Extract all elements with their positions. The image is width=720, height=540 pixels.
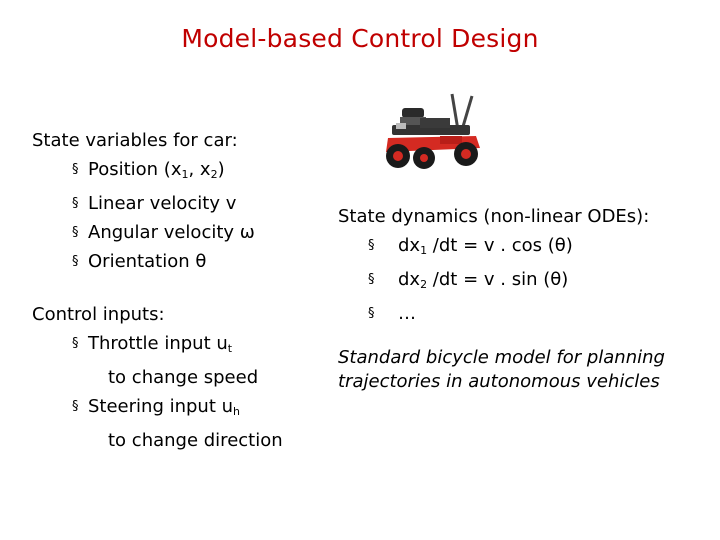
bullet-icon: § [72,399,79,414]
bullet-icon: § [72,196,79,211]
state-variable-item: § Orientation θ [32,247,255,276]
control-inputs-heading: Control inputs: [32,304,165,325]
state-dynamics-item: § $dx_2$ /dt = v . sin (θ) [338,265,649,299]
control-input-item: § Steering input $u_h$ [32,392,283,426]
state-dynamics-section [338,202,649,328]
control-inputs-section [32,300,283,455]
state-variable-item: § Position ($x_1$, $x_2$) [32,155,255,189]
bullet-icon: § [72,336,79,351]
bicycle-model-note: Standard bicycle model for planning trajectories in autonomous vehicles [338,347,665,392]
bullet-icon: § [72,254,79,269]
bullet-icon: § [72,225,79,240]
slide-title: Model-based Control Design [181,24,539,53]
state-dynamics-item: § $dx_1$ /dt = v . cos (θ) [338,231,649,265]
state-dynamics-heading: State dynamics (non-linear ODEs): [338,206,650,227]
state-variables-section [32,126,255,276]
robot-car-icon [380,90,490,175]
control-input-description: to change speed [108,367,259,388]
state-variable-item: § Linear velocity v [32,189,255,218]
bullet-icon: § [368,272,375,287]
state-dynamics-item: § … [338,299,649,328]
bullet-icon: § [368,306,375,321]
robot-car-image [380,90,490,175]
state-variables-heading: State variables for car: [32,130,238,151]
bullet-icon: § [368,238,375,253]
state-variable-item: § Angular velocity ω [32,218,255,247]
bullet-icon: § [72,162,79,177]
control-input-description: to change direction [108,430,283,451]
control-input-item: § Throttle input $u_t$ [32,329,283,363]
